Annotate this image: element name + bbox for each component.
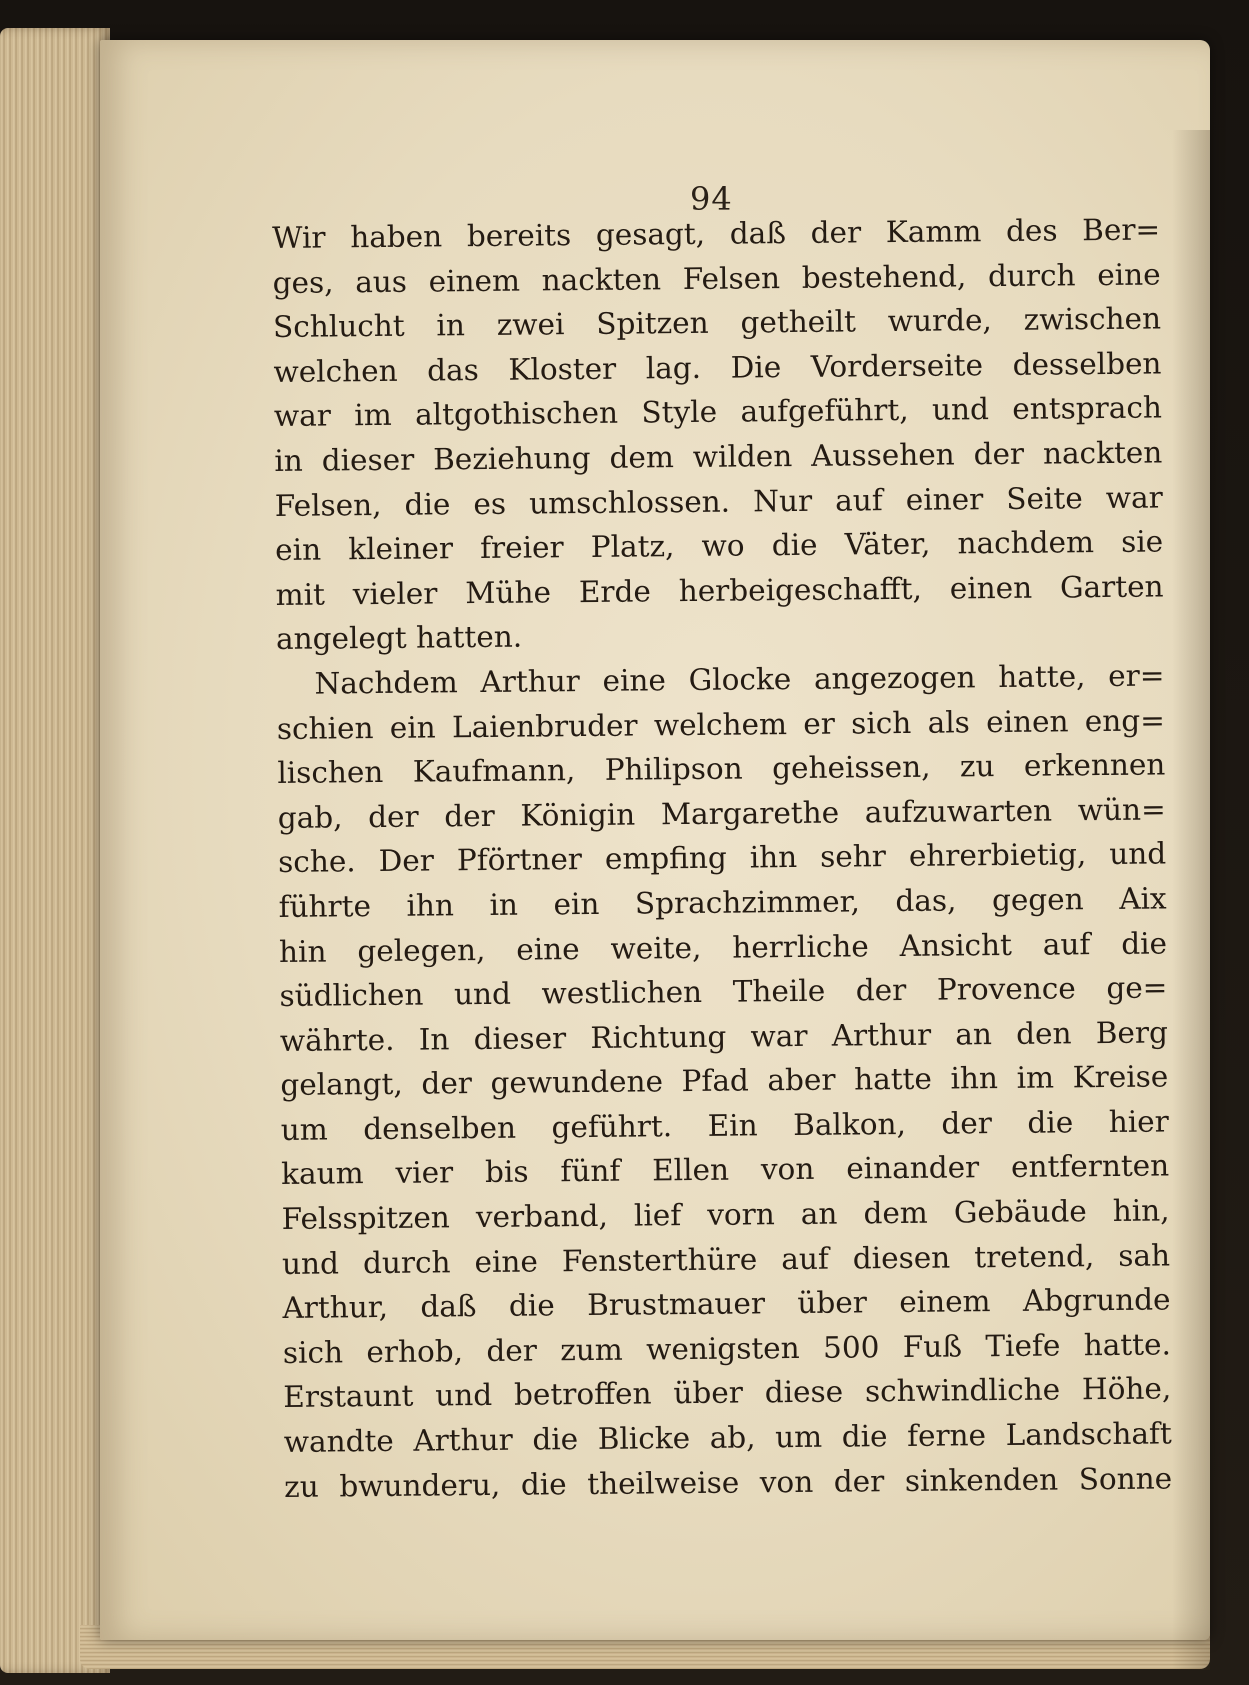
text-line: wandte Arthur die Blicke ab, um die ferne Landschaft: [283, 1416, 1172, 1459]
text-line: zu bwunderu, die theilweise von der sinkenden Sonne: [284, 1461, 1173, 1504]
text-line: mit vieler Mühe Erde herbeigeschafft, einen Garten: [275, 569, 1164, 612]
text-line: gelangt, der gewundene Pfad aber hatte ihn im Kreise: [280, 1059, 1169, 1103]
text-line: südlichen und westlichen Theile der Provence ge=: [279, 970, 1168, 1014]
text-line: ein kleiner freier Platz, wo die Väter, nachdem sie: [275, 524, 1164, 568]
text-line: Felsspitzen verband, lief vorn an dem Gebäude hin,: [281, 1193, 1170, 1237]
page-curl-shadow: [1172, 130, 1210, 1670]
text-line: um denselben geführt. Ein Balkon, der die hier: [280, 1104, 1169, 1147]
text-line: führte ihn in ein Sprachzimmer, das, gegen Aix: [278, 881, 1167, 924]
text-line: lischen Kaufmann, Philipson geheissen, zu erkennen: [277, 747, 1166, 791]
page-number: 94: [690, 180, 733, 218]
text-line: sche. Der Pförtner empfing ihn sehr ehrerbietig, und: [278, 836, 1167, 880]
body-text: [272, 207, 1172, 1509]
text-line: in dieser Beziehung dem wilden Aussehen der nackten: [274, 435, 1163, 478]
text-line: sich erhob, der zum wenigsten 500 Fuß Tiefe hatte.: [282, 1327, 1172, 1370]
text-line: kaum vier bis fünf Ellen von einander entfernten: [281, 1148, 1170, 1192]
text-line: Nachdem Arthur eine Glocke angezogen hatte, er=: [314, 658, 1165, 701]
text-line: gab, der der Königin Margarethe aufzuwarten wün=: [277, 792, 1166, 835]
page-edges-left: [0, 28, 110, 1673]
paragraph-2: [276, 653, 1172, 1509]
paragraph-1: [272, 207, 1164, 661]
text-line: Schlucht in zwei Spitzen getheilt wurde, zwischen: [272, 301, 1162, 345]
text-line: Erstaunt und betroffen über diese schwindliche Höhe,: [283, 1371, 1172, 1415]
text-line: welchen das Kloster lag. Die Vorderseite desselben: [273, 346, 1162, 389]
text-line: war im altgothischen Style aufgeführt, und entsprach: [273, 390, 1163, 434]
text-line: Arthur, daß die Brustmauer über einem Abgrunde: [282, 1282, 1171, 1326]
text-line: angelegt hatten.: [275, 619, 523, 657]
text-line: und durch eine Fensterthüre auf diesen tretend, sah: [281, 1238, 1171, 1281]
text-line: währte. In dieser Richtung war Arthur an den Berg: [279, 1015, 1169, 1058]
text-line: hin gelegen, eine weite, herrliche Ansicht auf die: [278, 925, 1168, 969]
text-line: Wir haben bereits gesagt, daß der Kamm des Ber=: [272, 212, 1161, 255]
text-line: Felsen, die es umschlossen. Nur auf einer Seite war: [274, 480, 1163, 523]
text-line: schien ein Laienbruder welchem er sich als einen eng=: [276, 702, 1166, 746]
text-line: ges, aus einem nackten Felsen bestehend, durch eine: [272, 257, 1161, 300]
